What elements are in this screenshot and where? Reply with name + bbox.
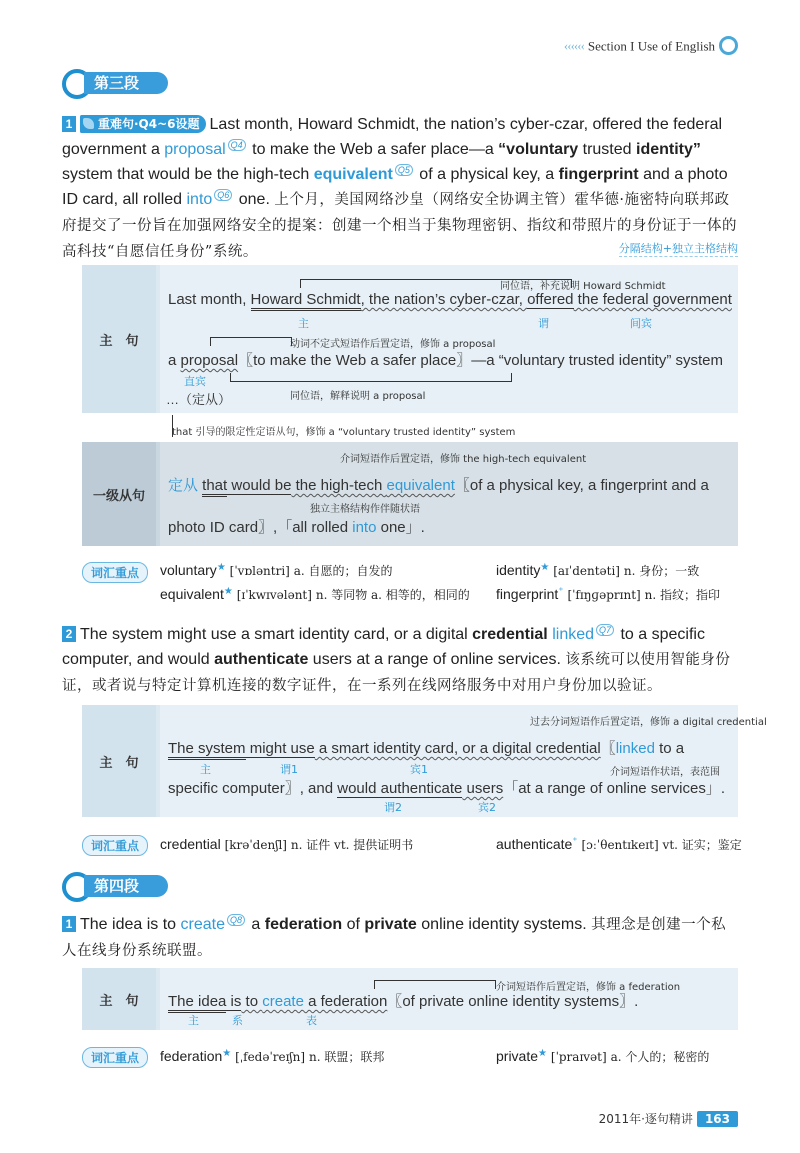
structure-note: 分隔结构+独立主格结构 [618, 242, 738, 255]
analysis-main-3-1 [82, 265, 738, 413]
question-marker: Q7 [596, 624, 614, 636]
vocab-tag: 词汇重点 [82, 562, 148, 583]
vocab-equivalent: equivalent★ [ɪˈkwɪvələnt] n. 等同物 a. 相等的，相同的 [160, 586, 470, 602]
role-object-2: 宾2 [478, 801, 496, 814]
text: Last month, Howard Schmidt, the nation’s cyber-czar, offered the federal government a [62, 116, 723, 158]
analysis-body [160, 705, 767, 817]
label-main: 主 句 [82, 265, 156, 413]
note-that-clause: that 引导的限定性定语从句，修饰 a “voluntary trusted identity” system [172, 427, 516, 438]
keyword-credential: credential [472, 626, 548, 643]
analysis-body [160, 442, 738, 546]
text: system that would be the high-tech [62, 166, 314, 183]
text: and a photo ID card, all rolled [62, 166, 728, 208]
header-title: Section I Use of English [587, 38, 715, 54]
page-footer [599, 1110, 738, 1127]
vocab-identity: identity★ [aɪˈdentəti] n. 身份；一致 [496, 562, 700, 578]
vocab-tag: 词汇重点 [82, 1047, 148, 1068]
note-prep: 介词短语作后置定语，修饰 a federation [496, 982, 681, 993]
keyword-proposal: proposal [164, 141, 226, 158]
analysis-body [160, 968, 738, 1030]
vocab-federation: federation★ [ˌfedəˈreɪʃn] n. 联盟；联邦 [160, 1048, 385, 1064]
arrows-icon: ‹‹‹‹‹‹ [563, 38, 584, 54]
role-predicative: 表 [306, 1014, 317, 1027]
analysis-main-3-2 [82, 705, 767, 817]
role-subject: 主 [298, 317, 309, 330]
role-direct-object: 直宾 [184, 375, 206, 388]
role-predicate-2: 谓2 [384, 801, 402, 814]
keyword-identity: identity” [636, 141, 701, 158]
text: to make the Web a safer place—a [247, 141, 499, 158]
line-5: photo ID card〗,「all rolled into one」. [168, 519, 425, 536]
keyword-voluntary: “voluntary [498, 141, 579, 158]
translation: 上个月，美国网络沙皇（网络安全协调主管）霍华德·施密特向联邦政府提交了一份旨在加强网络安全的提案：创建一个相当于集物理密钥、指纹和带照片的身份证于一体的高科技“自愿信任身份”系统。 [62, 192, 737, 260]
role-indirect-object: 间宾 [630, 317, 652, 330]
vocab-fingerprint: fingerprint⁺ [ˈfɪŋɡəprɪnt] n. 指纹；指印 [496, 586, 720, 602]
text: trusted [578, 141, 636, 158]
sentence-number: 1 [62, 116, 76, 132]
question-marker: Q6 [214, 189, 232, 201]
note-infinitive: 动词不定式短语作后置定语，修饰 a proposal [290, 339, 496, 350]
role-predicate-1: 谓1 [280, 763, 298, 776]
note-past-participle: 过去分词短语作后置定语，修饰 a digital credential [530, 717, 767, 728]
label-main: 主 句 [82, 705, 156, 817]
keyword-equivalent: equivalent [313, 166, 393, 183]
note-prep: 介词短语作后置定语，修饰 the high-tech equivalent [340, 454, 587, 465]
vocab-tag: 词汇重点 [82, 835, 148, 856]
note-appositive-2: 同位语，解释说明 a proposal [290, 391, 426, 402]
line-3: …（定从） [166, 392, 232, 407]
keyword-federation: federation [264, 916, 343, 933]
page-number: 163 [697, 1111, 738, 1127]
role-subject: 主 [188, 1014, 199, 1027]
section-title: 第三段 [84, 72, 168, 94]
role-copula: 系 [232, 1014, 243, 1027]
sentence-number: 2 [62, 626, 76, 642]
role-subject: 主 [200, 763, 211, 776]
keyword-create: create [180, 916, 225, 933]
footer-label: 2011年·逐句精讲 [598, 1112, 693, 1126]
line-1: The idea is to create a federation〖of private online identity systems〗. [168, 990, 638, 1011]
line-4: 定从 that would be the high-tech equivalent〖of a physical key, a fingerprint and a [168, 474, 709, 495]
question-marker: Q8 [227, 914, 245, 926]
label-main: 主 句 [82, 968, 156, 1030]
vocab-authenticate: authenticate⁺ [ɔːˈθentɪkeɪt] vt. 证实；鉴定 [496, 836, 742, 852]
role-object-1: 宾1 [410, 763, 428, 776]
sentence-4-1: 1 The idea is to create Q8 a federation of private online identity systems. 其理念是创建一个私人在线身份系统联盟。 [62, 915, 727, 959]
keyword-authenticate: authenticate [214, 651, 309, 668]
note-appositive: 同位语，补充说明 Howard Schmidt [500, 281, 666, 292]
keyword-fingerprint: fingerprint [558, 166, 639, 183]
question-marker: Q4 [228, 139, 246, 151]
running-header [564, 38, 738, 57]
section-title: 第四段 [84, 875, 168, 897]
line-2: a proposal〖to make the Web a safer place〗—a “voluntary trusted identity” system [168, 352, 723, 369]
note-prep-adverbial: 介词短语作状语，表范围 [610, 767, 720, 778]
line-2: specific computer〗, and would authenticate users「at a range of online services」. [168, 780, 725, 797]
vocab-voluntary: voluntary★ [ˈvɒləntri] a. 自愿的；自发的 [160, 562, 393, 578]
question-marker: Q5 [395, 164, 413, 176]
note-absolute: 独立主格结构作伴随状语 [310, 504, 420, 515]
sentence-number: 1 [62, 916, 76, 932]
text: of a physical key, a [414, 166, 559, 183]
vocab-credential: credential [krəˈdenʃl] n. 证件 vt. 提供证明书 [160, 836, 414, 852]
difficulty-tag: 重难句·Q4~6设题 [80, 115, 206, 133]
keyword-private: private [364, 916, 417, 933]
translation: 该系统可以使用智能身份证，或者说与特定计算机连接的数字证件，在一系列在线网络服务中对用户身份加以验证。 [62, 652, 731, 694]
analysis-main-4-1 [82, 968, 738, 1030]
sentence-3-2: 2 The system might use a smart identity card, or a digital credential linked Q7 to a specific computer, and would authenticate users at a range of online services. 该系统可以使用智能身份证，或者说与特定计算机连接的数字证件，在一系列在线网络服务中对用户身份加以验证。 [62, 625, 731, 694]
line-1: The system might use a smart identity card, or a digital credential〖linked to a [168, 737, 684, 758]
role-predicate: 谓 [538, 317, 549, 330]
text: one. [234, 191, 275, 208]
vocab-private: private★ [ˈpraɪvət] a. 个人的；秘密的 [496, 1048, 710, 1064]
q-logo-icon [719, 36, 738, 55]
keyword-linked: linked [552, 626, 595, 643]
label-sub: 一级从句 [82, 442, 156, 546]
analysis-body [160, 265, 738, 413]
keyword-into: into [186, 191, 213, 208]
analysis-sub-3-1 [82, 442, 738, 546]
translation: 其理念是创建一个私人在线身份系统联盟。 [62, 917, 727, 959]
line-1: Last month, Howard Schmidt, the nation’s cyber-czar, offered the federal government [168, 291, 732, 308]
